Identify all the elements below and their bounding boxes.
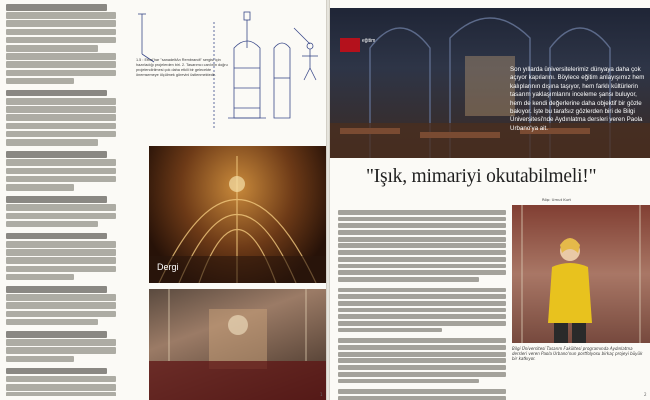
portrait-photo (512, 205, 650, 343)
diagram-caption: 1.5 : Ethel'har "sanadeltAn Rembrandt" sergisi için hazırladığı projelerden biri. 2. Tasarımcı canlının doğru projelendirilmesi çok daha etkili bir gelecekte önemsemeye ölçülmek görevini üstlenmektedir. (136, 58, 228, 77)
portrait-caption: Bilgi Üniversitesi Tasarım Fakültesi programında Aydınlatma dersleri veren Paola Urbano'nun portfolyosu birkaç projeyi büyük bir katkıyor. (512, 346, 643, 362)
chapel-photo (149, 289, 326, 400)
lamp-diagram (124, 8, 320, 138)
left-text-column (6, 4, 116, 396)
woman-portrait-image (512, 205, 650, 343)
intro-text: Son yıllarda üniversitelerimiz dünyaya daha çok açıyor kapılarını. Böylece eğitim anlayışımız hem kalıplarının dışına taşıyor, hem farklı kültürlerin tasarım yaklaşımlarını inceleme şansı buluyor, hem de kendi değerlerine daha objektif bir gözle bakıyor. İşte bu tarafsız gözlerden biri de Bilgi Üniversitesi'nde Aydınlatma dersleri veren Paola Urbano'ya ait. (510, 66, 645, 132)
article-body (338, 210, 506, 400)
section-badge (340, 38, 360, 52)
section-label: eğitim (362, 38, 376, 44)
article-headline: "Işık, mimariyi okutabilmeli!" (366, 166, 597, 187)
right-page-number: 2 (644, 392, 647, 397)
magazine-label: Dergi (157, 262, 179, 272)
chapel-interior-image (149, 289, 326, 400)
left-page-number: 1 (320, 392, 323, 397)
article-byline: Röp: Umut Kurt (542, 197, 572, 202)
right-page (330, 0, 650, 400)
